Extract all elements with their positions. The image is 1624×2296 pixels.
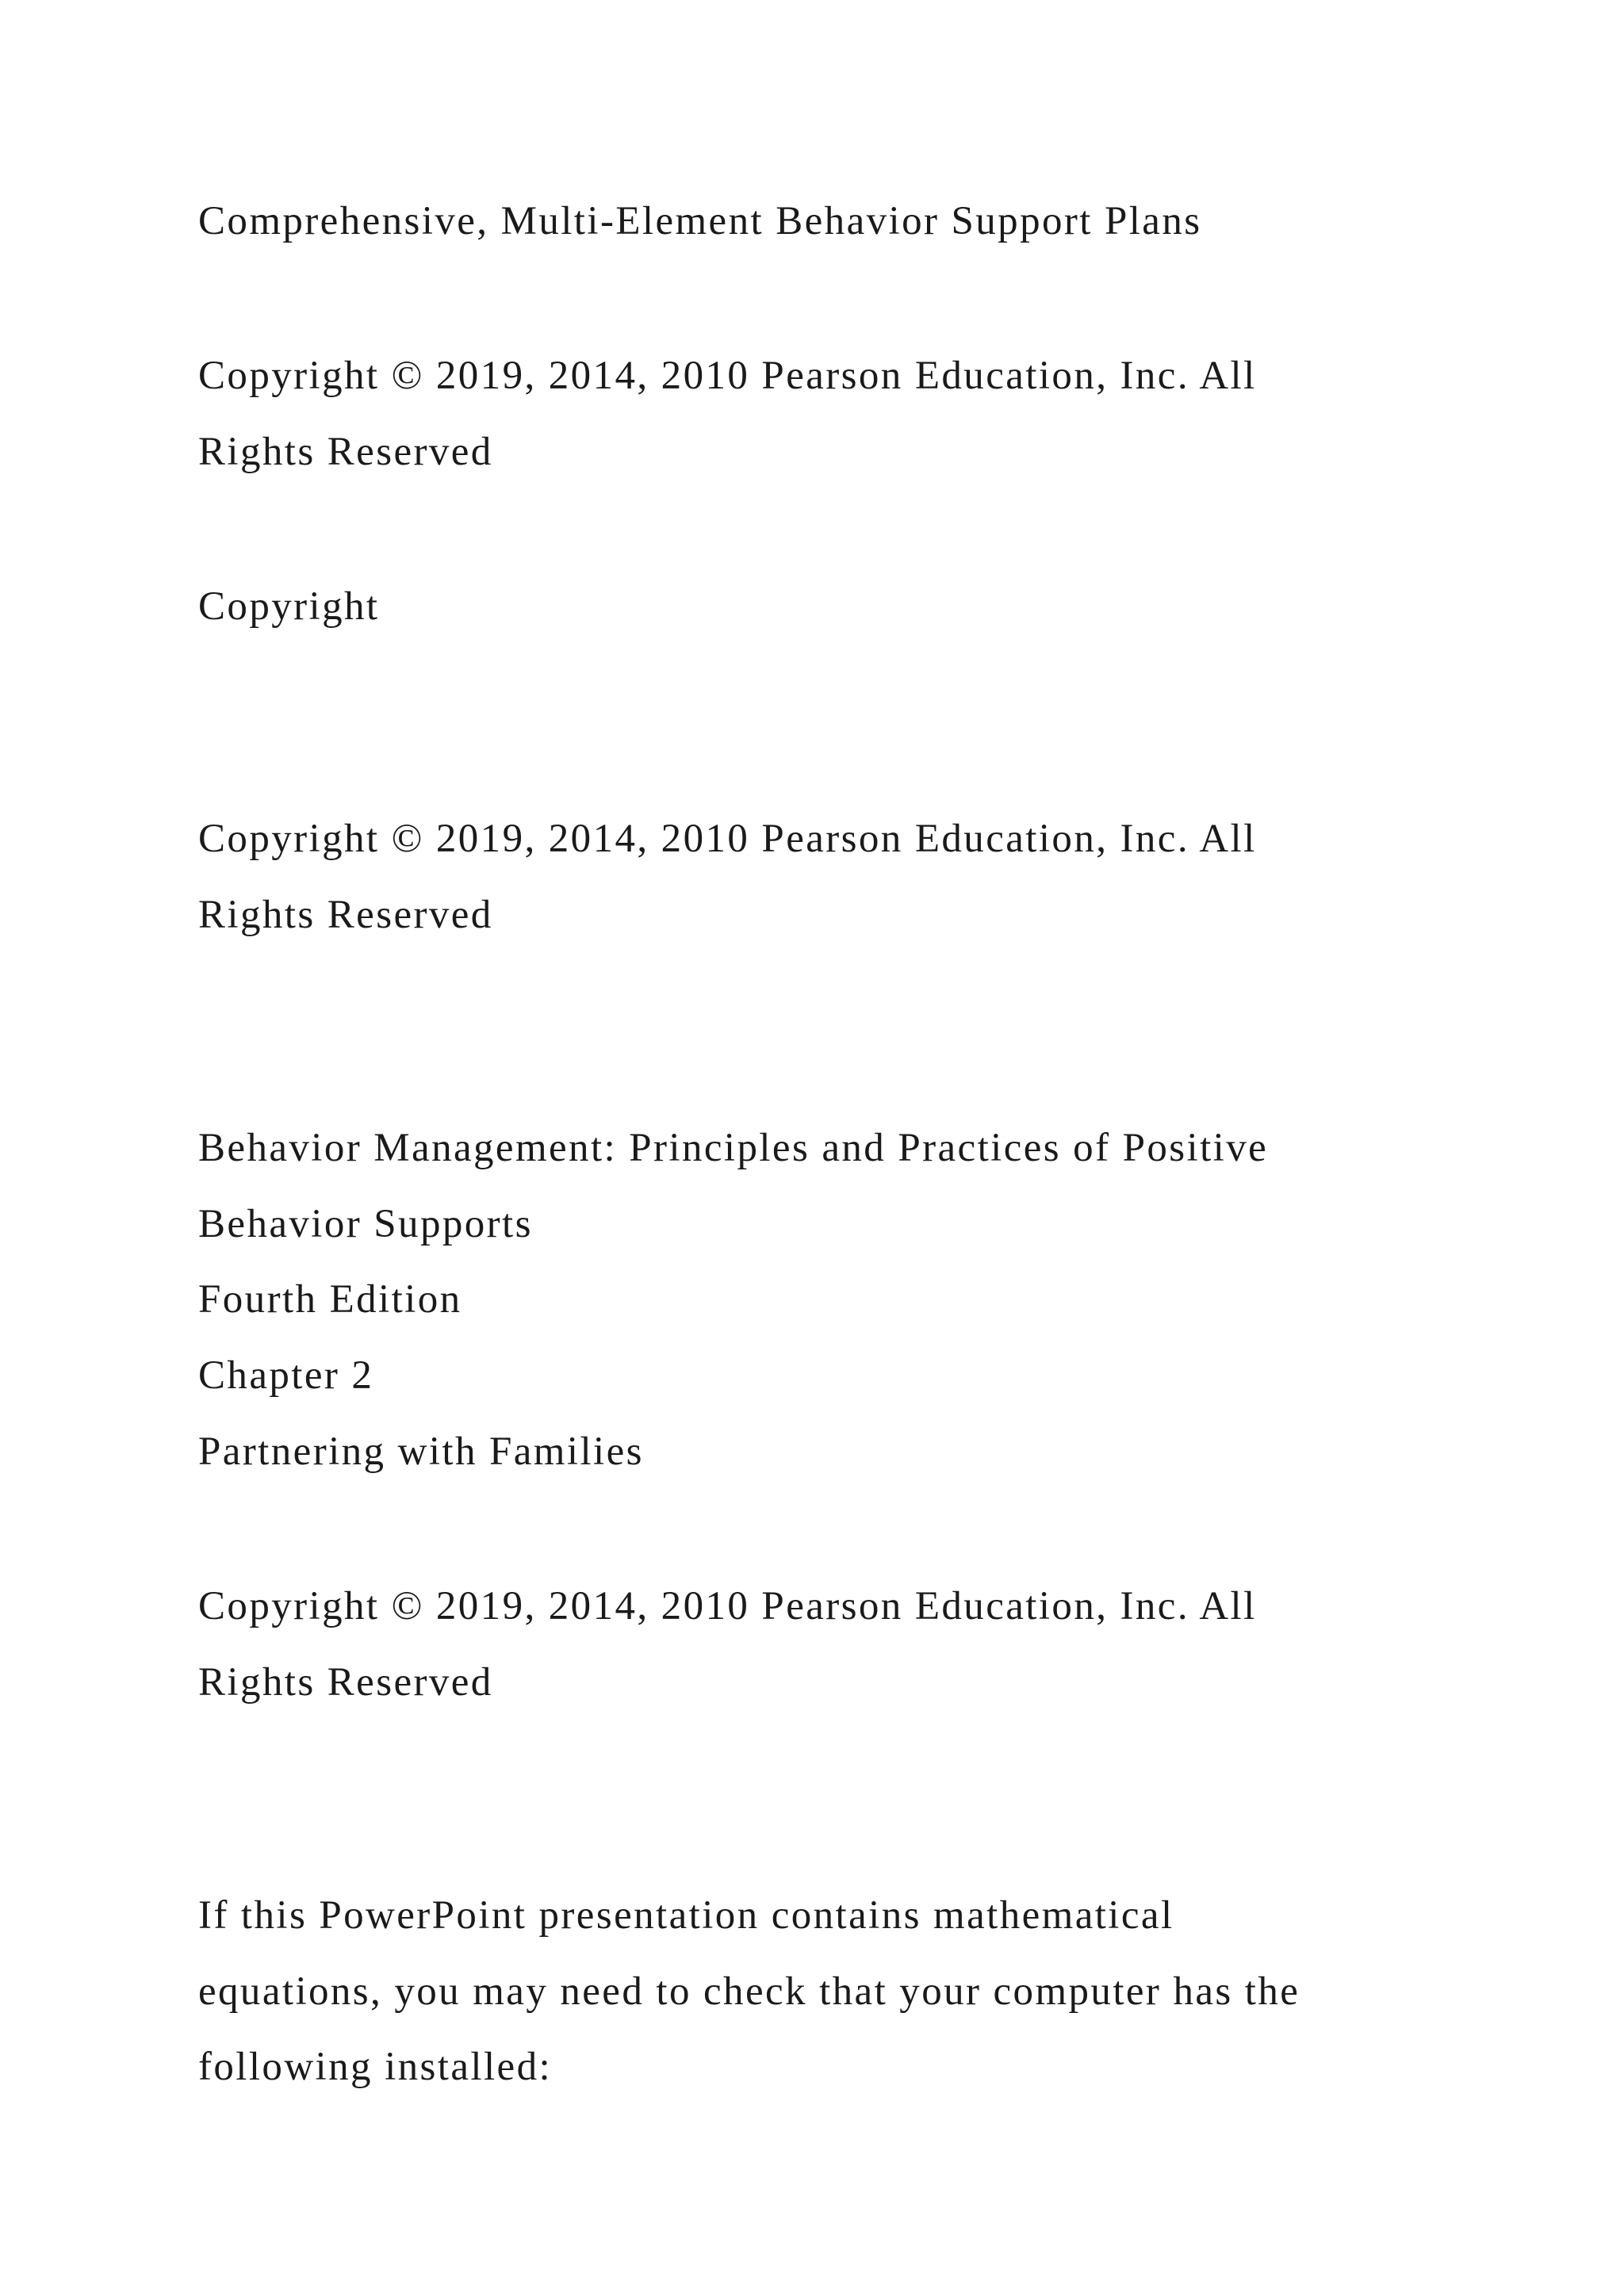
chapter-title: Partnering with Families [198,1429,644,1474]
copyright-line-1: Copyright © 2019, 2014, 2010 Pearson Education, Inc. All [198,354,1257,398]
chapter-number: Chapter 2 [198,1353,374,1398]
heading-behavior-support-plans: Comprehensive, Multi-Element Behavior Support Plans [198,199,1202,243]
rights-reserved-1: Rights Reserved [198,430,493,474]
edition: Fourth Edition [198,1277,462,1322]
copyright-line-2: Copyright © 2019, 2014, 2010 Pearson Education, Inc. All [198,817,1257,861]
book-title-line-1: Behavior Management: Principles and Practices of Positive [198,1126,1269,1170]
copyright-line-3: Copyright © 2019, 2014, 2010 Pearson Education, Inc. All [198,1584,1257,1628]
rights-reserved-2: Rights Reserved [198,893,493,937]
rights-reserved-3: Rights Reserved [198,1660,493,1705]
notice-line-1: If this PowerPoint presentation contains mathematical [198,1893,1174,1938]
copyright-label: Copyright [198,584,380,629]
book-title-line-2: Behavior Supports [198,1202,533,1246]
notice-line-2: equations, you may need to check that your computer has the [198,1969,1300,2014]
notice-line-3: following installed: [198,2045,553,2089]
